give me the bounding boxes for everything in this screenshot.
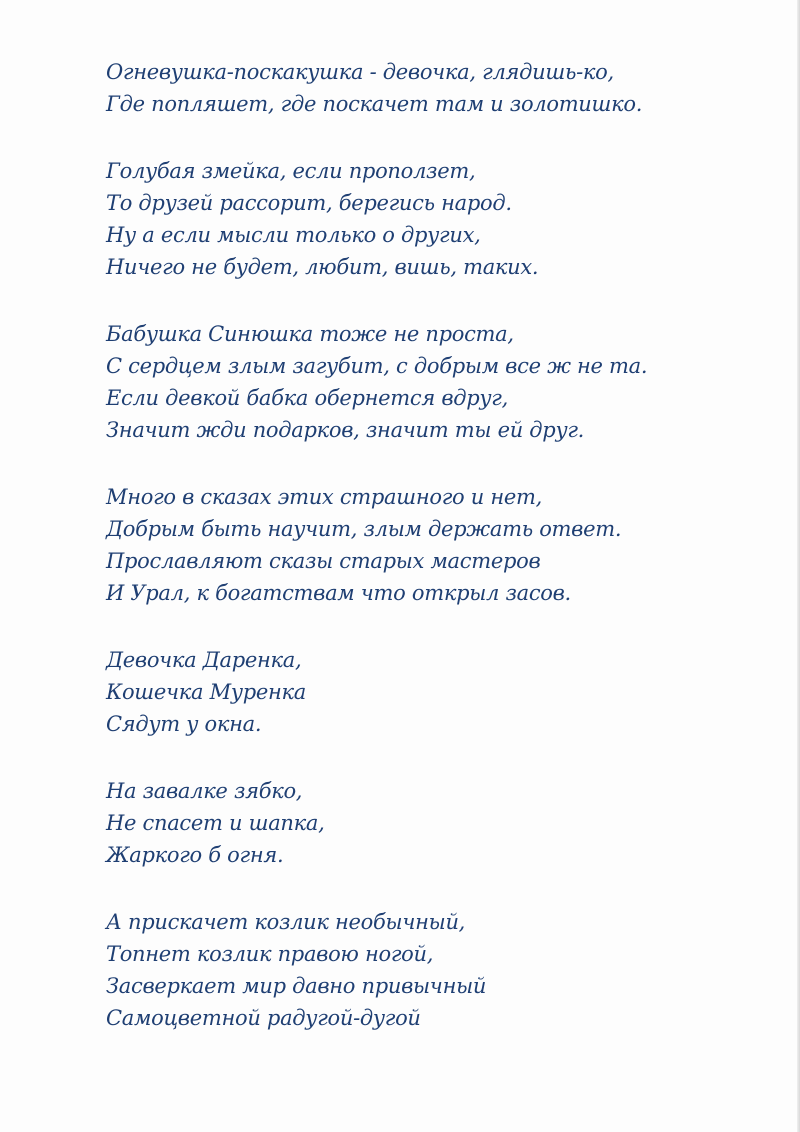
- poem-line: Сядут у окна.: [106, 712, 262, 736]
- poem-line: На завалке зябко,: [106, 779, 303, 803]
- stanza-2: [106, 155, 746, 283]
- poem-line: Кошечка Муренка: [106, 680, 306, 704]
- stanza-7: [106, 906, 746, 1034]
- poem-line: А прискачет козлик необычный,: [106, 910, 466, 934]
- stanza-1: [106, 56, 746, 120]
- poem-line: То друзей рассорит, берегись народ.: [106, 191, 512, 215]
- poem-line: Не спасет и шапка,: [106, 811, 325, 835]
- poem-line: Много в сказах этих страшного и нет,: [106, 485, 543, 509]
- poem-line: Прославляют сказы старых мастеров: [106, 549, 541, 573]
- poem-line: Ну а если мысли только о других,: [106, 223, 481, 247]
- poem-line: Девочка Даренка,: [106, 648, 302, 672]
- poem-line: Голубая змейка, если проползет,: [106, 159, 476, 183]
- poem-line: Добрым быть научит, злым держать ответ.: [106, 517, 622, 541]
- stanza-3: [106, 318, 746, 446]
- stanza-6: [106, 775, 746, 871]
- poem: [106, 56, 746, 1069]
- poem-line: Где попляшет, где поскачет там и золотишко.: [106, 92, 643, 116]
- poem-line: И Урал, к богатствам что открыл засов.: [106, 581, 571, 605]
- poem-line: Топнет козлик правою ногой,: [106, 942, 434, 966]
- stanza-4: [106, 481, 746, 609]
- poem-line: Жаркого б огня.: [106, 843, 284, 867]
- poem-line: Бабушка Синюшка тоже не проста,: [106, 322, 514, 346]
- poem-line: Если девкой бабка обернется вдруг,: [106, 386, 508, 410]
- poem-line: Самоцветной радугой-дугой: [106, 1006, 421, 1030]
- stanza-5: [106, 644, 746, 740]
- poem-line: Огневушка-поскакушка - девочка, глядишь-ко,: [106, 60, 614, 84]
- poem-line: Ничего не будет, любит, вишь, таких.: [106, 255, 539, 279]
- poem-line: Значит жди подарков, значит ты ей друг.: [106, 418, 585, 442]
- poem-line: Засверкает мир давно привычный: [106, 974, 487, 998]
- poem-line: С сердцем злым загубит, с добрым все ж не та.: [106, 354, 648, 378]
